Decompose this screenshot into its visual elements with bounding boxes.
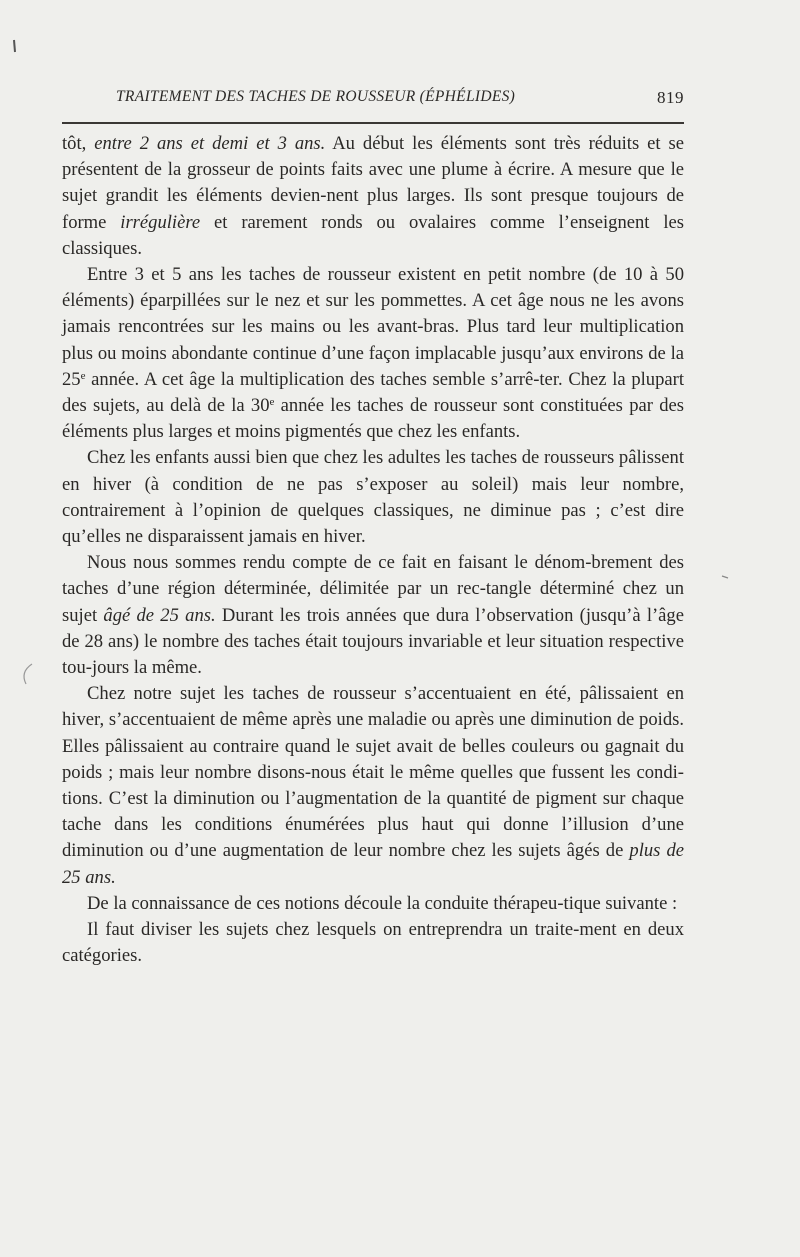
italic-run: entre 2 ans et demi et 3 ans. [94, 133, 326, 154]
text-run: Au début les éléments sont très réduits et se présentent de la grosseur de points faits avec une plume à écrire. A mesure que le sujet grandit les éléments devien-nent plus larges. Ils sont presque toujours de forme [62, 133, 684, 233]
paragraph [62, 681, 684, 891]
running-title: TRAITEMENT DES TACHES DE ROUSSEUR (ÉPHÉLIDES) [116, 88, 516, 105]
margin-speck [722, 576, 728, 578]
text-run: année les taches de rousseur sont constituées par des éléments plus larges et moins pigmentés que chez les enfants. [62, 395, 684, 443]
page-number: 819 [657, 88, 684, 107]
text-run: Chez notre sujet les taches de rousseur s’accentuaient en été, pâlissaient en hiver, s’accentuaient de même après une maladie ou après une diminution de poids. Elles pâlissaient au contraire quand le sujet avait de belles couleurs ou gagnait du poids ; mais leur nombre disons-nous était le même quelles que fussent les condi-tions. C’est la diminution ou l’augmentation de la quantité de pigment sur chaque tache dans les conditions énumérées plus haut qui donne l’illusion d’une diminution ou d’une augmentation de leur nombre chez les sujets âgés de [62, 683, 684, 862]
page-header [62, 88, 684, 116]
italic-run: plus de 25 ans. [62, 840, 684, 888]
paragraph [62, 917, 684, 969]
text-run: et rarement ronds ou ovalaires comme l’enseignent les classiques. [62, 211, 684, 259]
paragraph [62, 550, 684, 681]
text-run: Il faut diviser les sujets chez lesquels on entreprendra un traite-ment en deux catégories. [62, 919, 684, 967]
paragraph [62, 262, 684, 445]
text-run: Chez les enfants aussi bien que chez les adultes les taches de rousseurs pâlissent en hiver (à condition de ne pas s’exposer au soleil) mais leur nombre, contrairement à l’opinion de quelques classiques, ne diminue pas ; c’est dire qu’elles ne disparaissent jamais en hiver. [62, 447, 684, 548]
text-run: tôt, [62, 133, 95, 154]
text-run: Entre 3 et 5 ans les taches de rousseur existent en petit nombre (de 10 à 50 éléments) éparpillées sur le nez et sur les pommettes. A cet âge nous ne les avons jamais rencontrées sur les mains ou les avant-bras. Plus tard leur multiplication plus ou moins abondante continue d’une façon implacable jusqu’aux environs de la 25 [62, 264, 684, 390]
paragraph [62, 445, 684, 550]
paragraph [62, 891, 684, 917]
text-run: Nous nous sommes rendu compte de ce fait en faisant le dénom-brement des taches d’une région déterminée, délimitée par un rec-tangle déterminé chez un sujet [62, 552, 684, 626]
header-rule [62, 122, 684, 124]
superscript: e [80, 369, 86, 382]
margin-mark [24, 664, 32, 684]
italic-run: âgé de 25 ans. [103, 604, 216, 626]
scan-speck [14, 40, 15, 52]
paragraph [62, 131, 684, 262]
text-run: année. A cet âge la multiplication des taches semble s’arrê-ter. Chez la plupart des sujets, au delà de la 30 [62, 368, 684, 417]
italic-run: irrégulière [120, 211, 201, 233]
body-text [62, 131, 684, 970]
text-run: Durant les trois années que dura l’observation (jusqu’à l’âge de 28 ans) le nombre des taches était toujours invariable et leur situation respective tou-jours la même. [62, 604, 684, 679]
superscript: e [269, 396, 275, 409]
text-run: De la connaissance de ces notions découle la conduite thérapeu-tique suivante : [87, 892, 678, 914]
